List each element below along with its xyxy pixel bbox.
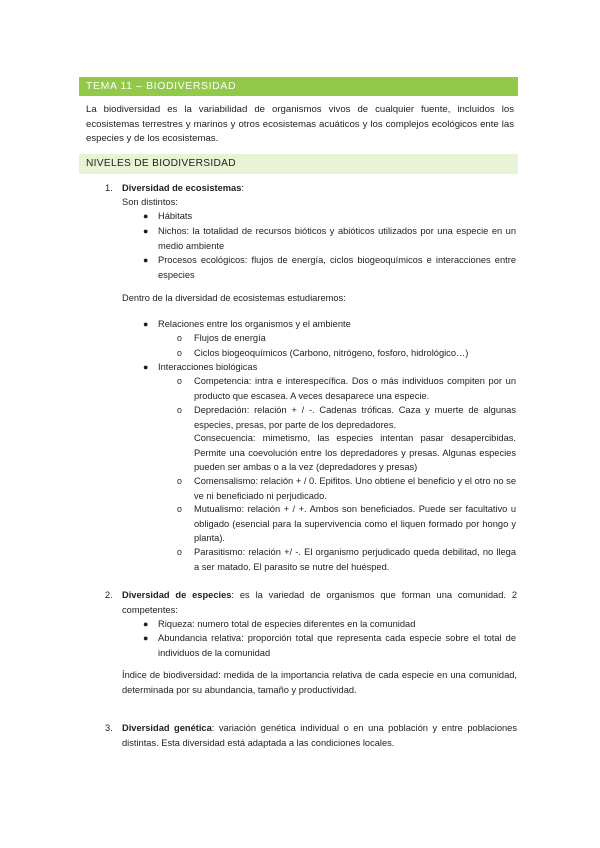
item2-heading: Diversidad de especies [122, 590, 232, 600]
interactions-label: Interacciones biológicas [158, 362, 258, 372]
item1-number: 1. [105, 183, 113, 193]
subbullet-marker: o [177, 333, 182, 343]
bullet-marker: ● [143, 211, 149, 221]
item1-bullet: Procesos ecológicos: flujos de energía, ciclos biogeoquímicos e interacciones entre especies [158, 255, 516, 280]
relations-label: Relaciones entre los organismos y el ambiente [158, 319, 351, 329]
item1-heading-suffix: : [241, 183, 244, 193]
intro-paragraph: La biodiversidad es la variabilidad de organismos vivos de cualquier fuente, incluidos los ecosistemas terrestres y marinos y otros ecosistemas acuáticos y los complejos ecológicos ente las especies y de los ecosistemas. [86, 104, 514, 144]
item1-bullet: Hábitats [158, 211, 193, 221]
interaction-item: Mutualismo: relación + / +. Ambos son beneficiados. Puede ser facultativo u obligado (esencial para la supervivencia como el liquen formado por hongo y planta). [194, 504, 516, 543]
subbullet-marker: o [177, 504, 182, 514]
item1-heading-line [122, 181, 517, 196]
biodiversity-index: Índice de biodiversidad: medida de la importancia relativa de cada especie en una comunidad, determinada por su abundancia, tamaño y productividad. [122, 670, 517, 695]
item1-heading: Diversidad de ecosistemas [122, 183, 242, 193]
relations-item: Ciclos biogeoquímicos (Carbono, nitrógeno, fosforo, hidrológico…) [194, 348, 469, 358]
item3-paragraph [122, 721, 517, 750]
bullet-marker: ● [143, 362, 149, 372]
subbullet-marker: o [177, 476, 182, 486]
item1-study-intro: Dentro de la diversidad de ecosistemas estudiaremos: [122, 293, 346, 303]
item3-number: 3. [105, 723, 113, 733]
subbullet-marker: o [177, 348, 182, 358]
subbullet-marker: o [177, 376, 182, 386]
item2-number: 2. [105, 590, 113, 600]
bullet-marker: ● [143, 619, 149, 629]
interaction-item: Depredación: relación + / -. Cadenas tróficas. Caza y muerte de algunas especies, presas, por parte de los depredadores. [194, 405, 516, 430]
item3-heading: Diversidad genética [122, 723, 212, 733]
bullet-marker: ● [143, 226, 149, 236]
relations-item: Flujos de energía [194, 333, 266, 343]
item3-text: : variación genética individual o en una población y entre poblaciones distintas. Esta diversidad está adaptada a las condiciones locales. [122, 723, 517, 748]
subbullet-marker: o [177, 547, 182, 557]
interaction-item: Parasitismo: relación +/ -. El organismo perjudicado queda debilitad, no llega a ser matado. El parasito se nutre del huésped. [194, 547, 516, 572]
item2-bullet: Abundancia relativa: proporción total que representa cada especie sobre el total de individuos de la comunidad [158, 633, 516, 658]
interaction-item: Competencia: intra e interespecífica. Dos o más individuos compiten por un producto que escasea. A veces desaparece una especie. [194, 376, 516, 401]
item2-text: : es la variedad de organismos que forman una comunidad. 2 competentes: [122, 590, 518, 615]
item2-paragraph [122, 588, 517, 617]
interaction-item: Comensalismo: relación + / 0. Epifitos. Uno obtiene el beneficio y el otro no se ve ni beneficiado ni perjudicado. [194, 476, 516, 501]
item1-intro: Son distintos: [122, 197, 178, 207]
page-title: TEMA 11 – BIODIVERSIDAD [79, 77, 518, 96]
item1-bullet: Nichos: la totalidad de recursos bióticos y abióticos utilizados por una especie en un medio ambiente [158, 226, 516, 251]
item2-bullet: Riqueza: numero total de especies diferentes en la comunidad [158, 619, 416, 629]
bullet-marker: ● [143, 319, 149, 329]
interaction-consequence: Consecuencia: mimetismo, las especies intentan pasar desapercibidas. Permite una coevolución entre los depredadores y presas. Algunas especies pueden ser ambas o a la vez (depredadores y presas) [194, 433, 516, 472]
bullet-marker: ● [143, 633, 149, 643]
bullet-marker: ● [143, 255, 149, 265]
section-title: NIVELES DE BIODIVERSIDAD [79, 154, 518, 174]
subbullet-marker: o [177, 405, 182, 415]
